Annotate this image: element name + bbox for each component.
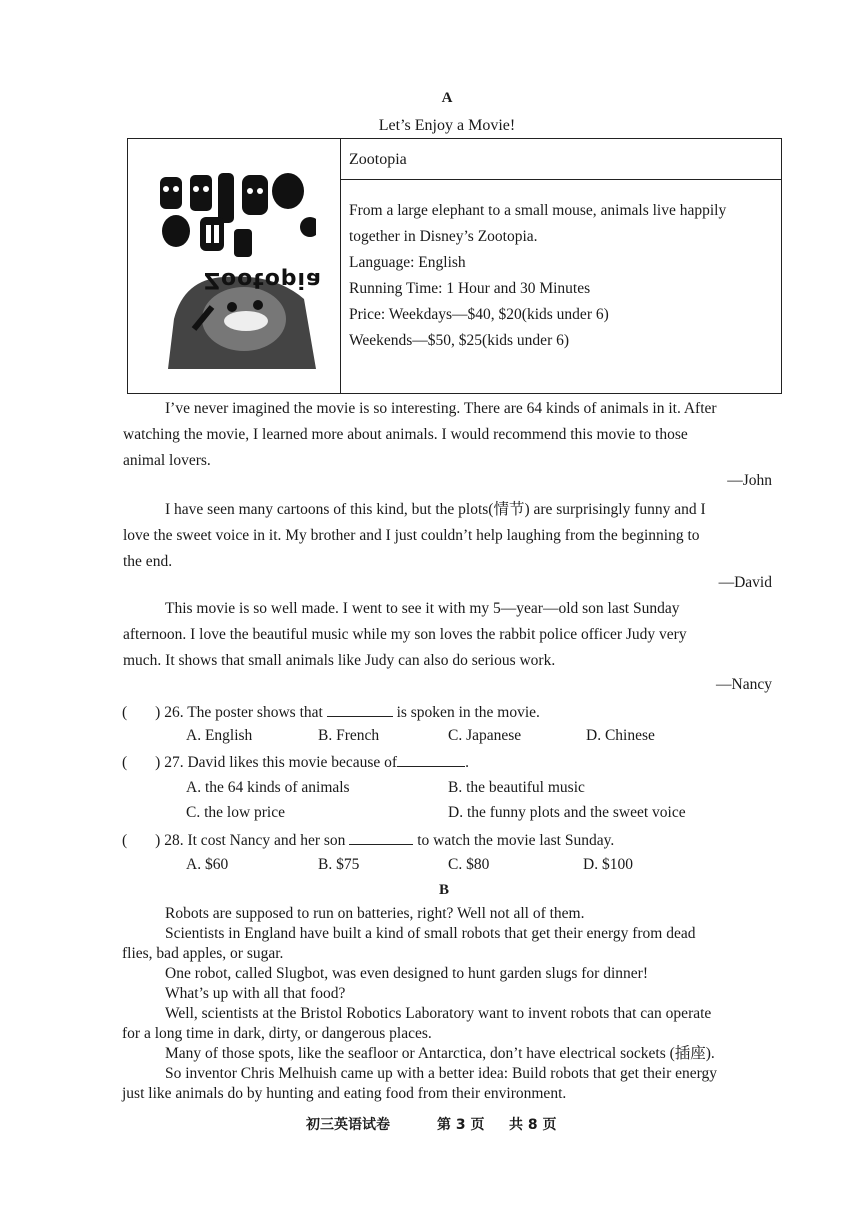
option[interactable]: D. the funny plots and the sweet voice	[448, 804, 686, 821]
fill-blank[interactable]	[349, 830, 413, 845]
review-line: This movie is so well made. I went to see it with my 5—year—old son last Sunday	[165, 600, 680, 617]
passage-line: flies, bad apples, or sugar.	[122, 945, 284, 962]
movie-info-table	[127, 138, 782, 394]
option[interactable]: A. English	[186, 727, 253, 744]
option[interactable]: C. $80	[448, 856, 490, 873]
fill-blank[interactable]	[327, 702, 393, 717]
review-author: —John	[727, 472, 772, 489]
movie-detail-line: together in Disney’s Zootopia.	[349, 228, 538, 245]
review-line: the end.	[123, 553, 173, 570]
footer-page-number: 第 3 页	[437, 1117, 485, 1133]
answer-paren: )	[155, 704, 161, 721]
question-number: 27.	[164, 754, 184, 771]
option[interactable]: D. $100	[583, 856, 633, 873]
movie-details	[341, 180, 781, 354]
question-27	[122, 751, 782, 775]
review-line: animal lovers.	[123, 452, 211, 469]
section-a-letter: A	[441, 90, 453, 106]
review-author: —David	[718, 574, 772, 591]
passage-line: Robots are supposed to run on batteries, right? Well not all of them.	[165, 905, 585, 922]
review-line: much. It shows that small animals like Judy can also do serious work.	[123, 652, 556, 669]
fill-blank[interactable]	[397, 752, 465, 767]
movie-running-time: Running Time: 1 Hour and 30 Minutes	[349, 280, 591, 297]
option[interactable]: B. the beautiful music	[448, 779, 585, 796]
question-stem: .	[465, 754, 469, 771]
review-line: love the sweet voice in it. My brother and I just couldn’t help laughing from the beginning to	[123, 527, 700, 544]
question-28	[122, 829, 782, 853]
zootopia-poster-image	[154, 169, 322, 369]
question-stem: David likes this movie because of	[187, 754, 398, 771]
review-line: afternoon. I love the beautiful music while my son loves the rabbit police officer Judy very	[123, 626, 687, 643]
passage-line: Well, scientists at the Bristol Robotics Laboratory want to invent robots that can operate	[165, 1005, 712, 1022]
question-26	[122, 701, 782, 725]
footer-exam-title: 初三英语试卷	[306, 1117, 390, 1133]
movie-price-weekends: Weekends—$50, $25(kids under 6)	[349, 332, 570, 349]
poster-cell	[128, 139, 341, 394]
poster-title-logo: Zootopia	[204, 267, 322, 292]
question-number: 28.	[164, 832, 184, 849]
passage-line: just like animals do by hunting and eating food from their environment.	[122, 1085, 567, 1102]
answer-paren: (	[122, 832, 128, 849]
review-line: I have seen many cartoons of this kind, but the plots(情节) are surprisingly funny and I	[165, 501, 706, 518]
passage-line: What’s up with all that food?	[165, 985, 346, 1002]
question-stem: The poster shows that	[187, 704, 323, 721]
passage-line: Many of those spots, like the seafloor or Antarctica, don’t have electrical sockets (插座).	[165, 1045, 715, 1062]
movie-details-cell	[341, 180, 782, 394]
question-number: 26.	[164, 704, 184, 721]
answer-paren: (	[122, 704, 128, 721]
review-line: watching the movie, I learned more about animals. I would recommend this movie to those	[123, 426, 688, 443]
footer-total-pages: 共 8 页	[509, 1117, 557, 1133]
section-b-letter: B	[438, 882, 449, 898]
passage-line: One robot, called Slugbot, was even designed to hunt garden slugs for dinner!	[165, 965, 648, 982]
section-a-heading: Let’s Enjoy a Movie!	[378, 117, 516, 134]
answer-paren: )	[155, 754, 161, 771]
movie-detail-line: From a large elephant to a small mouse, animals live happily	[349, 202, 727, 219]
option[interactable]: C. the low price	[186, 804, 286, 821]
question-stem: is spoken in the movie.	[396, 704, 540, 721]
review-author: —Nancy	[716, 676, 772, 693]
question-stem: to watch the movie last Sunday.	[417, 832, 615, 849]
answer-paren: )	[155, 832, 161, 849]
review-john	[123, 396, 773, 474]
passage-line: Scientists in England have built a kind of small robots that get their energy from dead	[165, 925, 696, 942]
section-b-passage	[122, 904, 772, 1104]
answer-paren: (	[122, 754, 128, 771]
movie-language: Language: English	[349, 254, 466, 271]
passage-line: So inventor Chris Melhuish came up with a better idea: Build robots that get their energy	[165, 1065, 718, 1082]
option[interactable]: A. the 64 kinds of animals	[186, 779, 350, 796]
option[interactable]: B. $75	[318, 856, 360, 873]
movie-price-weekdays: Price: Weekdays—$40, $20(kids under 6)	[349, 306, 609, 323]
passage-line: for a long time in dark, dirty, or dangerous places.	[122, 1025, 432, 1042]
movie-title-cell	[341, 139, 782, 180]
question-stem: It cost Nancy and her son	[187, 832, 346, 849]
option[interactable]: B. French	[318, 727, 380, 744]
movie-title: Zootopia	[349, 151, 407, 168]
review-david	[123, 497, 773, 575]
option[interactable]: D. Chinese	[586, 727, 655, 744]
review-line: I’ve never imagined the movie is so interesting. There are 64 kinds of animals in it. After	[165, 400, 717, 417]
option[interactable]: A. $60	[186, 856, 229, 873]
option[interactable]: C. Japanese	[448, 727, 522, 744]
review-nancy	[123, 596, 773, 674]
